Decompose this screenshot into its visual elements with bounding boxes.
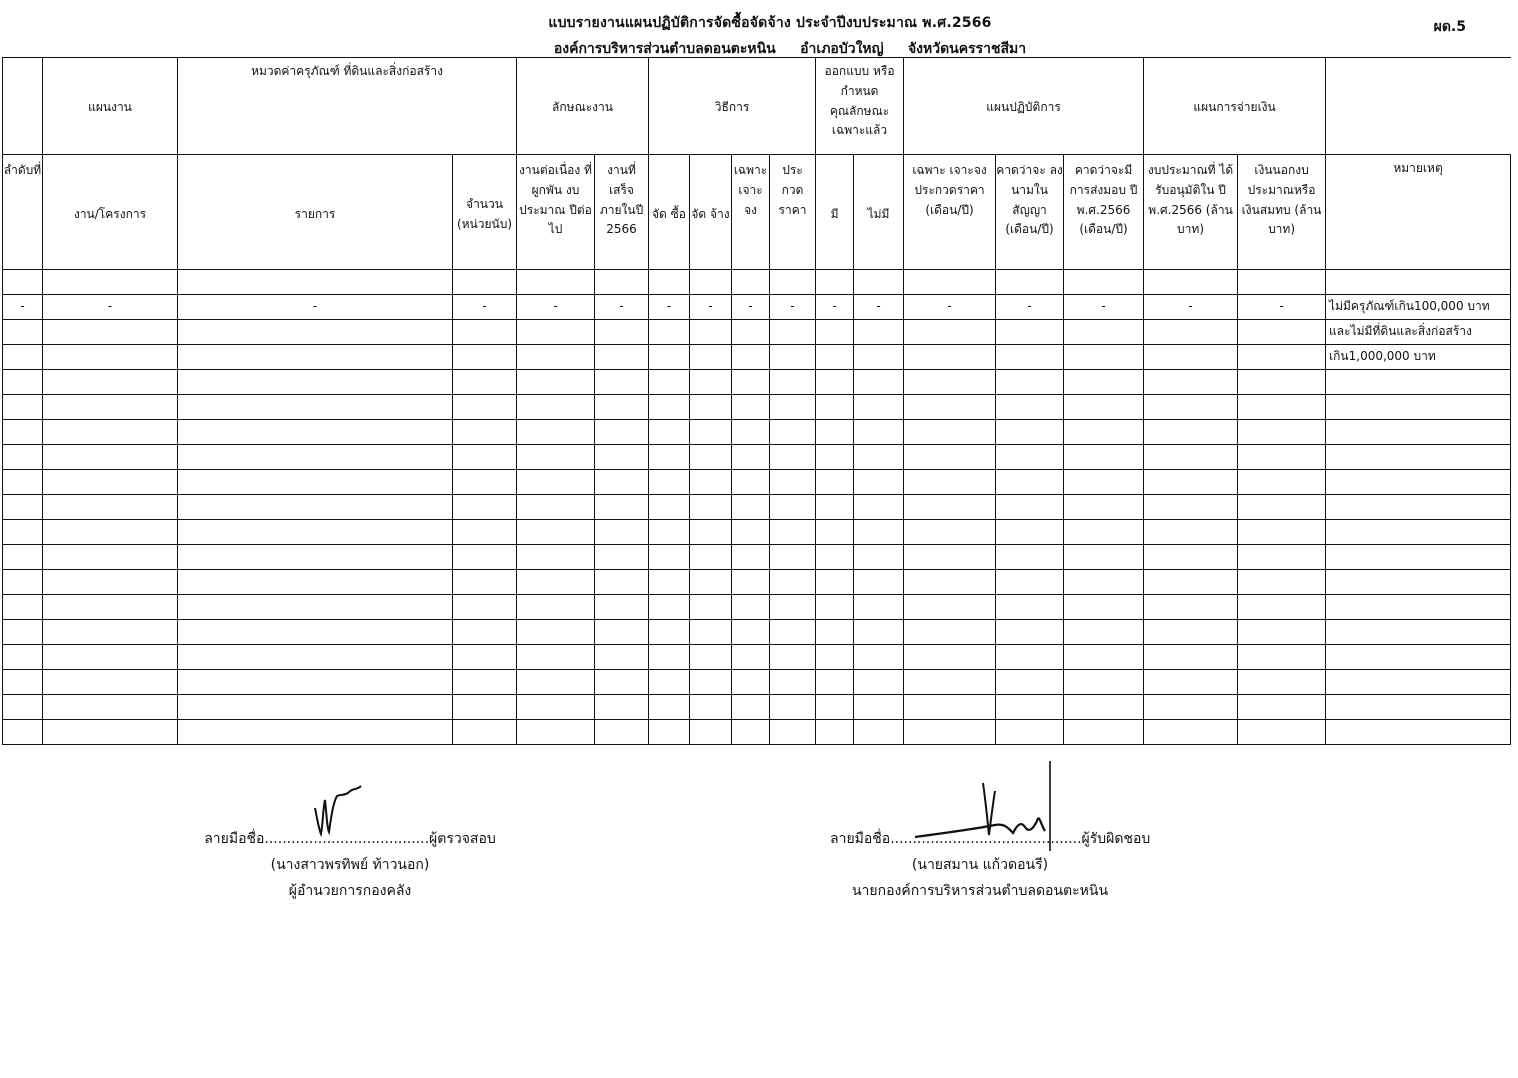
table-row bbox=[3, 470, 1511, 495]
cell-dash: - bbox=[517, 295, 595, 320]
table-row bbox=[3, 595, 1511, 620]
header-remark: หมายเหตุ bbox=[1326, 155, 1511, 270]
signature-line-responsible: ลายมือชื่อ...........................................ผู้รับผิดชอบ bbox=[830, 831, 1151, 847]
header-budget: งบประมาณที่ ได้รับอนุมัติใน ปี พ.ศ.2566 (ล้านบาท) bbox=[1144, 155, 1238, 270]
table-row bbox=[3, 445, 1511, 470]
table-row bbox=[3, 670, 1511, 695]
procurement-plan-table bbox=[2, 57, 1511, 745]
cell-dash: - bbox=[816, 295, 854, 320]
header-no: ไม่มี bbox=[854, 155, 904, 270]
cell-dash: - bbox=[178, 295, 453, 320]
cell-dash: - bbox=[904, 295, 996, 320]
table-row bbox=[3, 720, 1511, 745]
table-row bbox=[3, 320, 1511, 345]
header-offbudget: เงินนอกงบ ประมาณหรือ เงินสมทบ (ล้านบาท) bbox=[1238, 155, 1326, 270]
table-row bbox=[3, 695, 1511, 720]
cell-dash: - bbox=[732, 295, 770, 320]
header-quantity: จำนวน (หน่วยนับ) bbox=[453, 155, 517, 270]
province-name: จังหวัดนครราชสีมา bbox=[907, 41, 1027, 57]
header-op-bidding: เฉพาะ เจาะจง ประกวดราคา (เดือน/ปี) bbox=[904, 155, 996, 270]
cell-dash: - bbox=[649, 295, 690, 320]
table-row bbox=[3, 620, 1511, 645]
signature-line-inspector: ลายมือชื่อ.....................................ผู้ตรวจสอบ bbox=[204, 831, 496, 847]
inspector-position: ผู้อำนวยการกองคลัง bbox=[288, 883, 412, 899]
cell-dash: - bbox=[43, 295, 178, 320]
responsible-name: (นายสมาน แก้วดอนรี) bbox=[911, 857, 1049, 873]
header-category: หมวดค่าครุภัณฑ์ ที่ดินและสิ่งก่อสร้าง bbox=[178, 58, 517, 155]
remark-line-2: และไม่มีที่ดินและสิ่งก่อสร้าง bbox=[1326, 320, 1511, 345]
form-code: ผด.5 bbox=[1433, 19, 1466, 35]
header-remark-top bbox=[1326, 58, 1511, 155]
table-row bbox=[3, 645, 1511, 670]
table-row bbox=[3, 395, 1511, 420]
header-specific: เฉพาะ เจาะ จง bbox=[732, 155, 770, 270]
header-item: รายการ bbox=[178, 155, 453, 270]
header-operation: แผนปฏิบัติการ bbox=[904, 58, 1144, 155]
header-project: งาน/โครงการ bbox=[43, 155, 178, 270]
header-yes: มี bbox=[816, 155, 854, 270]
header-op-delivery: คาดว่าจะมี การส่งมอบ ปี พ.ศ.2566 (เดือน/ปี) bbox=[1064, 155, 1144, 270]
table-row-dash bbox=[3, 295, 1511, 320]
header-nature: ลักษณะงาน bbox=[517, 58, 649, 155]
header-blank bbox=[3, 58, 43, 155]
table-row bbox=[3, 345, 1511, 370]
org-name: องค์การบริหารส่วนตำบลดอนตะหนิน bbox=[553, 41, 776, 57]
header-payment: แผนการจ่ายเงิน bbox=[1144, 58, 1326, 155]
header-continuing: งานต่อเนื่อง ที่ผูกพัน งบประมาณ ปีต่อไป bbox=[517, 155, 595, 270]
cell-dash: - bbox=[1144, 295, 1238, 320]
header-order: ลำดับที่ bbox=[3, 155, 43, 270]
table-row bbox=[3, 545, 1511, 570]
table-row bbox=[3, 520, 1511, 545]
cell-dash: - bbox=[854, 295, 904, 320]
report-title: แบบรายงานแผนปฏิบัติการจัดซื้อจัดจ้าง ประจำปีงบประมาณ พ.ศ.2566 bbox=[548, 15, 992, 31]
header-method: วิธีการ bbox=[649, 58, 816, 155]
table-row bbox=[3, 495, 1511, 520]
cell-dash: - bbox=[770, 295, 816, 320]
cell-dash: - bbox=[690, 295, 732, 320]
table-row bbox=[3, 270, 1511, 295]
responsible-position: นายกองค์การบริหารส่วนตำบลดอนตะหนิน bbox=[851, 883, 1109, 899]
header-plan: แผนงาน bbox=[43, 58, 178, 155]
header-hire: จัด จ้าง bbox=[690, 155, 732, 270]
cell-dash: - bbox=[453, 295, 517, 320]
district-name: อำเภอบัวใหญ่ bbox=[800, 41, 884, 57]
cell-dash: - bbox=[3, 295, 43, 320]
handwritten-signature-right bbox=[905, 755, 1065, 855]
table-row bbox=[3, 570, 1511, 595]
header-purchase: จัด ซื้อ bbox=[649, 155, 690, 270]
cell-dash: - bbox=[996, 295, 1064, 320]
handwritten-signature-left bbox=[305, 778, 375, 838]
remark-line-3: เกิน1,000,000 บาท bbox=[1326, 345, 1511, 370]
signature-block-inspector bbox=[200, 828, 500, 902]
cell-dash: - bbox=[595, 295, 649, 320]
header-bidding: ประ กวด ราคา bbox=[770, 155, 816, 270]
header-op-sign: คาดว่าจะ ลงนามใน สัญญา (เดือน/ปี) bbox=[996, 155, 1064, 270]
cell-dash: - bbox=[1064, 295, 1144, 320]
header-finish: งานที่ เสร็จ ภายในปี 2566 bbox=[595, 155, 649, 270]
cell-dash: - bbox=[1238, 295, 1326, 320]
table-row bbox=[3, 420, 1511, 445]
remark-line-1: ไม่มีครุภัณฑ์เกิน100,000 บาท bbox=[1326, 295, 1511, 320]
header-design: ออกแบบ หรือกำหนด คุณลักษณะ เฉพาะแล้ว bbox=[816, 58, 904, 155]
table-row bbox=[3, 370, 1511, 395]
inspector-name: (นางสาวพรทิพย์ ท้าวนอก) bbox=[270, 857, 430, 873]
